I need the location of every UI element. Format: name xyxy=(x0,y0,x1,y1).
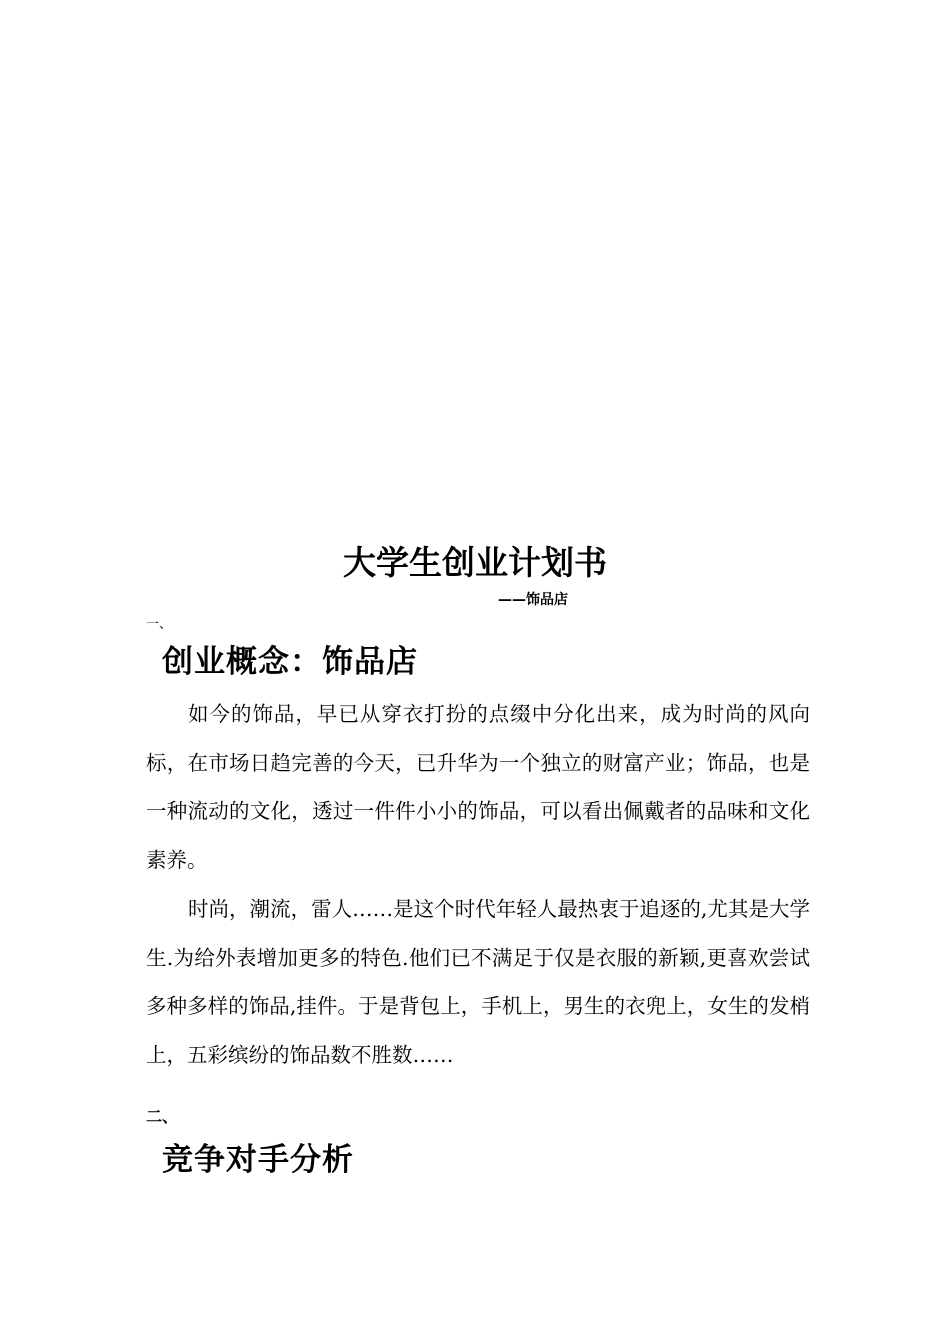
section-number: 二、 xyxy=(146,1107,179,1126)
section-heading: 竞争对手分析 xyxy=(162,1142,354,1178)
section-heading: 创业概念：饰品店 xyxy=(162,644,418,680)
document-title: 大学生创业计划书 xyxy=(343,543,607,582)
body-paragraph: 时尚，潮流，雷人……是这个时代年轻人最热衷于追逐的,尤其是大学生.为给外表增加更多的特色.他们已不满足于仅是衣服的新颖,更喜欢尝试多种多样的饰品,挂件。于是背包上，手机上，男生的衣兜上，女生的发梢上，五彩缤纷的饰品数不胜数…… xyxy=(146,897,810,1067)
section-number: 一、 xyxy=(146,617,173,632)
document-subtitle: ——饰品店 xyxy=(498,592,568,608)
body-paragraph: 如今的饰品，早已从穿衣打扮的点缀中分化出来，成为时尚的风向标，在市场日趋完善的今天，已升华为一个独立的财富产业；饰品，也是一种流动的文化，透过一件件小小的饰品，可以看出佩戴者的品味和文化素养。 xyxy=(146,702,810,872)
